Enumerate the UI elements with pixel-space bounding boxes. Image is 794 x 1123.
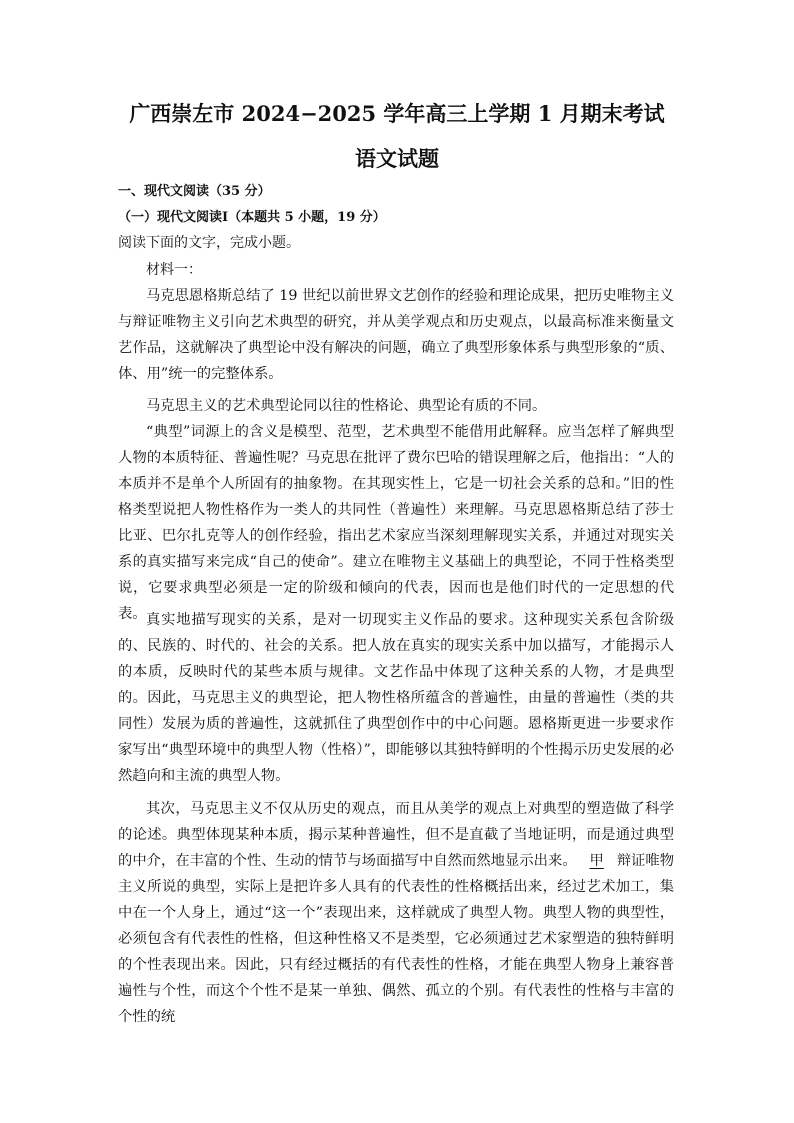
- paragraph-5-text-a: 其次，马克思主义不仅从历史的观点，而且从美学的观点上对典型的塑造做了科学的论述。典型体现某种本质，揭示某种普遍性，但不是直截了当地证明，而是通过典型的中介，在丰富的个性、生动的情节与场面描写中自然而然地显示出来。: [118, 801, 674, 869]
- paragraph-4: 真实地描写现实的关系，是对一切现实主义作品的要求。这种现实关系包含阶级的、民族的、时代的、社会的关系。把人放在真实的现实关系中加以描写，才能揭示人的本质，反映时代的某些本质与规律。文艺作品中体现了这种关系的人物，才是典型的。因此，马克思主义的典型论，把人物性格所蕴含的普遍性，由量的普遍性（类的共同性）发展为质的普遍性，这就抓住了典型创作中的中心问题。恩格斯更进一步要求作家写出“典型环境中的典型人物（性格）”，即能够以其独特鲜明的个性揭示历史发展的必然趋向和主流的典型人物。: [118, 612, 674, 784]
- paragraph-1: 马克思恩格斯总结了 19 世纪以前世界文艺创作的经验和理论成果，把历史唯物主义与辩证唯物主义引向艺术典型的研究，并从美学观点和历史观点，以最高标准来衡量文艺作品，这就解决了典型论中没有解决的问题，确立了典型形象体系与典型形象的“质、体、用”统一的完整体系。: [118, 288, 674, 382]
- reading-instruction: 阅读下面的文字，完成小题。: [118, 235, 300, 251]
- subsection-heading: （一）现代文阅读Ⅰ（本题共 5 小题，19 分）: [118, 210, 386, 225]
- exam-title: 广西崇左市 2024−2025 学年高三上学期 1 月期末考试: [129, 101, 665, 126]
- paragraph-3: “典型”词源上的含义是模型、范型，艺术典型不能借用此解释。应当怎样了解典型人物的本质特征、普遍性呢？马克思在批评了费尔巴哈的错误理解之后，他指出：“人的本质并不是单个人所固有的抽象物。在其现实性上，它是一切社会关系的总和。”旧的性格类型说把人物性格作为一类人的共同性（普遍性）来理解。马克思恩格斯总结了莎士比亚、巴尔扎克等人的创作经验，指出艺术家应当深刻理解现实关系，并通过对现实关系的真实描写来完成“自己的使命”。建立在唯物主义基础上的典型论，不同于性格类型说，它要求典型必须是一定的阶级和倾向的代表，因而也是他们时代的一定思想的代表。: [118, 424, 674, 622]
- exam-subtitle: 语文试题: [355, 146, 439, 171]
- blank-jia: 甲: [589, 853, 604, 869]
- paragraph-2: 马克思主义的艺术典型论同以往的性格论、典型论有质的不同。: [146, 398, 547, 414]
- section-heading: 一、现代文阅读（35 分）: [118, 184, 271, 199]
- material-label: 材料一：: [146, 262, 202, 278]
- paragraph-5-text-b: 辩证唯物主义所说的典型，实际上是把许多人具有的代表性的性格概括出来，经过艺术加工，集中在一个人身上，通过“这一个”表现出来，这样就成了典型人物。典型人物的典型性，必须包含有代表性的性格，但这种性格又不是类型，它必须通过艺术家塑造的独特鲜明的个性表现出来。因此，只有经过概括的有代表性的性格，才能在典型人物身上兼容普遍性与个性，而这个个性不是某一单独、偶然、孤立的个别。有代表性的性格与丰富的个性的统: [118, 853, 675, 1025]
- paragraph-5: [118, 796, 674, 1030]
